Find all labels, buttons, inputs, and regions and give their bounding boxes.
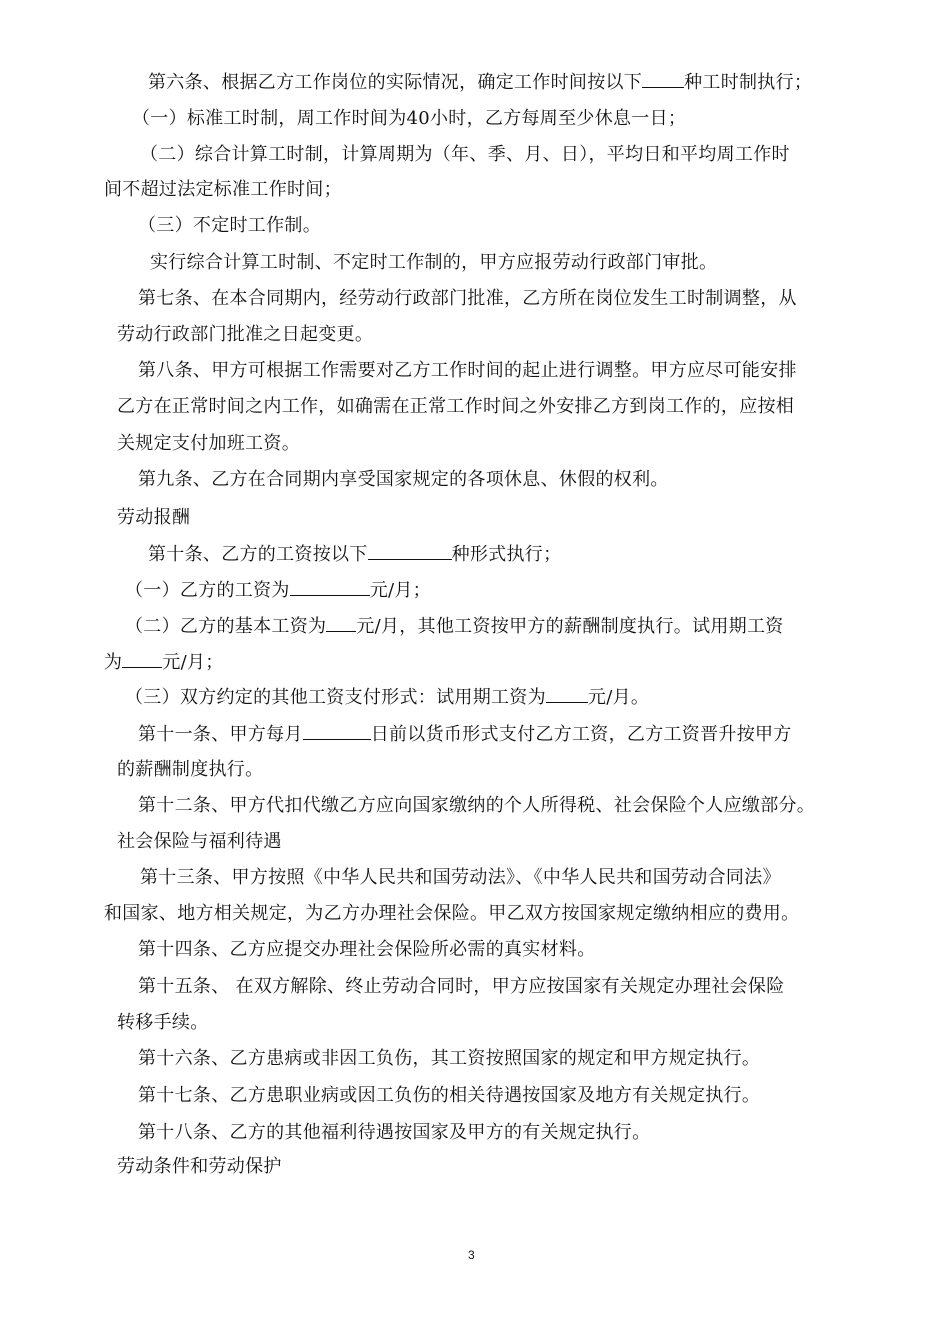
paragraph-line: 第十三条、甲方按照《中华人民共和国劳动法》、《中华人民共和国劳动合同法》 (140, 867, 781, 888)
blank-field (122, 651, 162, 668)
blank-field (546, 686, 588, 703)
paragraph-line: 第十条、乙方的工资按以下 种形式执行； (148, 544, 562, 565)
paragraph-line: 为 元/月； (104, 652, 224, 673)
blank-field (303, 723, 371, 740)
paragraph-line: 第六条、根据乙方工作岗位的实际情况，确定工作时间按以下 种工时制执行； (148, 72, 813, 93)
section-heading: 劳动条件和劳动保护 (117, 1156, 282, 1177)
blank-field (290, 579, 370, 596)
paragraph-line: （三）不定时工作制。 (138, 215, 321, 236)
paragraph-line: 关规定支付加班工资。 (117, 433, 300, 454)
paragraph-line: 第十六条、乙方患病或非因工负伤，其工资按照国家的规定和甲方规定执行。 (138, 1048, 761, 1069)
paragraph-line: 第八条、甲方可根据工作需要对乙方工作时间的起止进行调整。甲方应尽可能安排 (138, 360, 797, 381)
paragraph-line: 乙方在正常时间之内工作，如确需在正常工作时间之外安排乙方到岗工作的，应按相 (117, 396, 795, 417)
paragraph-line: 间不超过法定标准工作时间； (104, 179, 342, 200)
section-heading: 社会保险与福利待遇 (117, 831, 282, 852)
paragraph-line: 实行综合计算工时制、不定时工作制的，甲方应报劳动行政部门审批。 (150, 252, 718, 273)
paragraph-line: （一）标准工时制，周工作时间为40小时，乙方每周至少休息一日； (132, 108, 687, 129)
paragraph-line: 第十二条、甲方代扣代缴乙方应向国家缴纳的个人所得税、社会保险个人应缴部分。 (138, 795, 816, 816)
blank-field (326, 615, 356, 632)
paragraph-line: 第十四条、乙方应提交办理社会保险所必需的真实材料。 (138, 939, 596, 960)
paragraph-line: （二）综合计算工时制，计算周期为（年、季、月、日），平均日和平均周工作时 (140, 144, 790, 165)
paragraph-line: 第十一条、甲方每月 日前以货币形式支付乙方工资，乙方工资晋升按甲方 (138, 724, 792, 745)
section-heading: 劳动报酬 (117, 507, 191, 528)
paragraph-line: （二）乙方的基本工资为 元/月，其他工资按甲方的薪酬制度执行。试用期工资 (125, 616, 784, 637)
page-number: 3 (468, 1248, 475, 1262)
paragraph-line: （一）乙方的工资为 元/月； (125, 580, 431, 601)
paragraph-line: 转移手续。 (117, 1012, 209, 1033)
paragraph-line: 第七条、在本合同期内，经劳动行政部门批准，乙方所在岗位发生工时制调整，从 (138, 288, 797, 309)
paragraph-line: 第十七条、乙方患职业病或因工负伤的相关待遇按国家及地方有关规定执行。 (138, 1085, 761, 1106)
paragraph-line: 的薪酬制度执行。 (117, 759, 264, 780)
paragraph-line: 第九条、乙方在合同期内享受国家规定的各项休息、休假的权利。 (138, 469, 669, 490)
paragraph-line: 劳动行政部门批准之日起变更。 (117, 324, 374, 345)
paragraph-line: 和国家、地方相关规定，为乙方办理社会保险。甲乙双方按国家规定缴纳相应的费用。 (104, 903, 800, 924)
paragraph-line: （三）双方约定的其他工资支付形式：试用期工资为 元/月。 (125, 687, 650, 708)
blank-field (642, 71, 684, 88)
paragraph-line: 第十五条、 在双方解除、终止劳动合同时，甲方应按国家有关规定办理社会保险 (138, 976, 785, 997)
blank-field (368, 543, 452, 560)
paragraph-line: 第十八条、乙方的其他福利待遇按国家及甲方的有关规定执行。 (138, 1122, 651, 1143)
